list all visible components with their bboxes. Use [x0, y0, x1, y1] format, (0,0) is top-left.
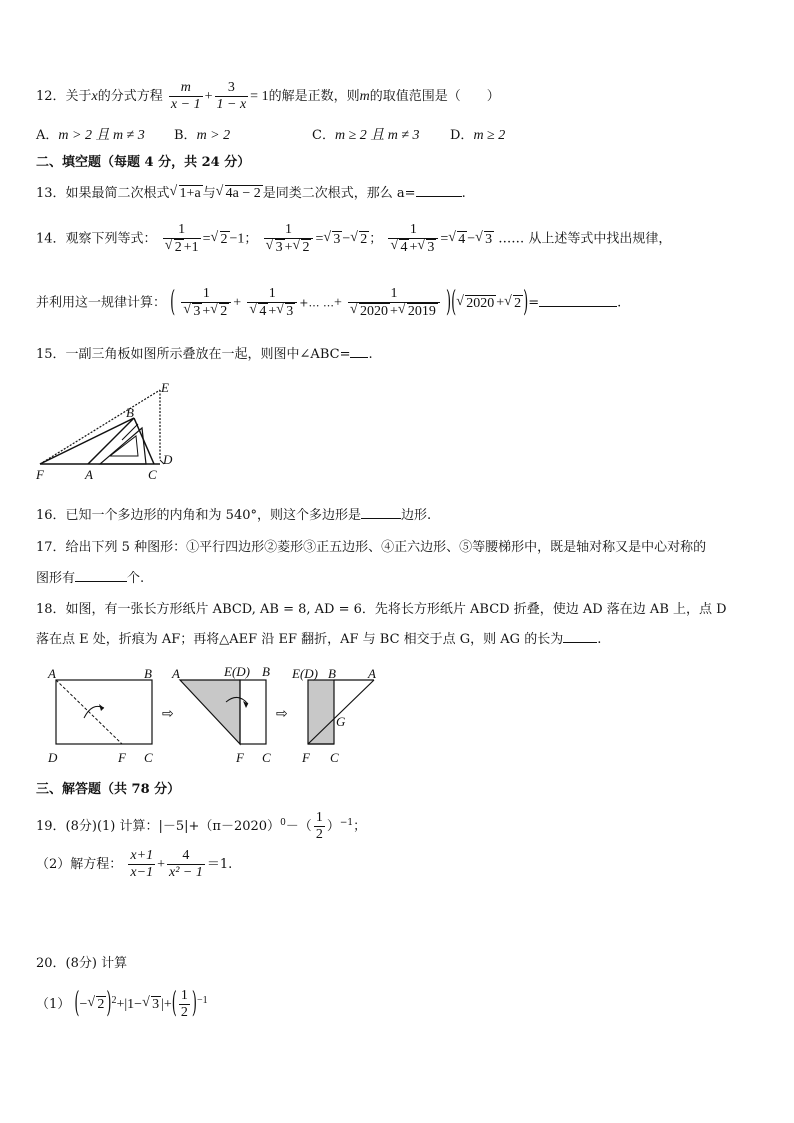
svg-text:A: A: [172, 666, 180, 681]
question-12: 12．关于x的分式方程 $\frac{m}{x - 1}$ + $\frac{3}{1 - x}$ = 1的解是正数，则m的取值范围是（ ）: [36, 80, 500, 113]
fraction: $\frac{x+1}{x-1}$: [130, 848, 154, 881]
svg-text:G: G: [336, 714, 346, 729]
svg-text:A: A: [48, 666, 56, 681]
label-c: C: [148, 467, 157, 482]
option-a: A．m > 2 且 m ≠ 3: [36, 128, 145, 143]
edge-fb: [40, 418, 134, 464]
question-19: 19．(8分)(1) 计算：$|-5|+(\pi-2020)^0-$（ $\frac{1}{2}$ ）$^{-1}$；: [36, 810, 367, 843]
inner-triangle-2: [110, 436, 138, 456]
svg-text:F: F: [118, 750, 126, 765]
answer-blank[interactable]: [350, 357, 368, 358]
question-15: 15．一副三角板如图所示叠放在一起，则图中∠ABC= .: [36, 347, 373, 362]
label-b: B: [126, 405, 134, 420]
arrow-icon: ⇨: [162, 707, 174, 722]
rect-abcd: [56, 680, 152, 744]
fold-line-af: [56, 680, 122, 744]
section-3-heading: 三、解答题（共 78 分）: [36, 782, 181, 797]
svg-text:A: A: [368, 666, 376, 681]
question-17-line-2: 图形有 个.: [36, 571, 145, 586]
svg-text:E(D): E(D): [292, 666, 318, 681]
question-19-part-2: （2）解方程： $\frac{x+1}{x-1}$ + $\frac{4}{\text{x² − 1}}$ ＝1.: [36, 848, 233, 881]
fraction: 1 √ 4 +√ 3: [247, 286, 297, 320]
fraction: 1 √ 2 +1: [163, 222, 201, 256]
option-b: B．m > 2: [174, 128, 231, 143]
label-f: F: [36, 467, 44, 482]
figure-18-folding: [40, 662, 400, 768]
svg-text:C: C: [144, 750, 153, 765]
fraction: $\frac{1}{2}$: [315, 810, 323, 843]
fraction: 1 √ 3 +√ 2: [181, 286, 231, 320]
svg-text:C: C: [262, 750, 271, 765]
shaded-strip: [308, 680, 334, 744]
svg-text:C: C: [330, 750, 339, 765]
question-17: 17．给出下列 5 种图形：①平行四边形②菱形③正五边形、④正六边形、⑤等腰梯形中，既是轴对称又是中心对称的: [36, 540, 707, 555]
fraction: $\frac{m}{x - 1}$: [170, 80, 201, 113]
fraction: $\frac{4}{\text{x² − 1}}$: [169, 848, 203, 881]
answer-blank[interactable]: [361, 518, 401, 519]
option-d: D．m ≥ 2: [450, 128, 506, 143]
answer-blank[interactable]: [75, 581, 127, 582]
svg-text:B: B: [328, 666, 336, 681]
answer-blank[interactable]: [416, 196, 462, 197]
figure-15-triangles: [30, 380, 190, 485]
fraction: $\frac{1}{2}$: [180, 988, 188, 1021]
answer-blank[interactable]: [563, 642, 597, 643]
svg-text:D: D: [48, 750, 58, 765]
fraction: 1 √ 3 +√ 2: [264, 222, 314, 256]
svg-text:B: B: [144, 666, 152, 681]
fraction: 1 √ 2020 +√ 2019: [348, 286, 440, 320]
svg-text:F: F: [302, 750, 310, 765]
svg-text:E(D): E(D): [224, 664, 250, 679]
option-c: C．m ≥ 2 且 m ≠ 3: [312, 128, 420, 143]
question-13: 13．如果最简二次根式√ 1+a 与√ 4a − 2 是同类二次根式，那么 a= .: [36, 182, 466, 202]
section-2-heading: 二、填空题（每题 4 分，共 24 分）: [36, 155, 251, 170]
question-20: 20．(8分) 计算: [36, 956, 128, 971]
fraction: 1 √ 4 +√ 3: [388, 222, 438, 256]
arrow-icon: ⇨: [276, 707, 288, 722]
svg-text:F: F: [236, 750, 244, 765]
svg-text:B: B: [262, 664, 270, 679]
answer-blank[interactable]: [539, 306, 617, 307]
question-18: 18．如图，有一张长方形纸片 ABCD, AB = 8, AD = 6．先将长方形纸片 ABCD 折叠，使边 AD 落在边 AB 上，点 D: [36, 602, 727, 617]
label-a: A: [85, 467, 93, 482]
fraction: $\frac{3}{1 - x}$: [216, 80, 247, 113]
question-20-part-1: （1） (−√ 2 )$^2$+|1−√ 3 |+( $\frac{1}{2}$ )$^{-1}$: [36, 988, 208, 1021]
question-14: 14．观察下列等式： 1 √ 2 +1 =√ 2 −1； 1 √ 3 +√ 2 =√ 3 −√ 2 ； 1 √ 4 +√ 3 =√ 4 −√ 3 …… 从上述等式中找出规律，: [36, 222, 671, 256]
question-14-line-2: 并利用这一规律计算： ( 1 √ 3 +√ 2 + 1 √ 4 +√ 3 +… …+ 1 √ 2020 +√ 2019 )(√ 2020 +√ 2 )= .: [36, 286, 621, 320]
label-d: D: [163, 452, 173, 467]
question-18-line-2: 落在点 E 处，折痕为 AF；再将△AEF 沿 EF 翻折，AF 与 BC 相交于点 G，则 AG 的长为 .: [36, 632, 602, 647]
label-e: E: [161, 380, 169, 395]
shaded-triangle: [180, 680, 240, 744]
question-16: 16．已知一个多边形的内角和为 540°，则这个多边形是 边形.: [36, 508, 432, 523]
